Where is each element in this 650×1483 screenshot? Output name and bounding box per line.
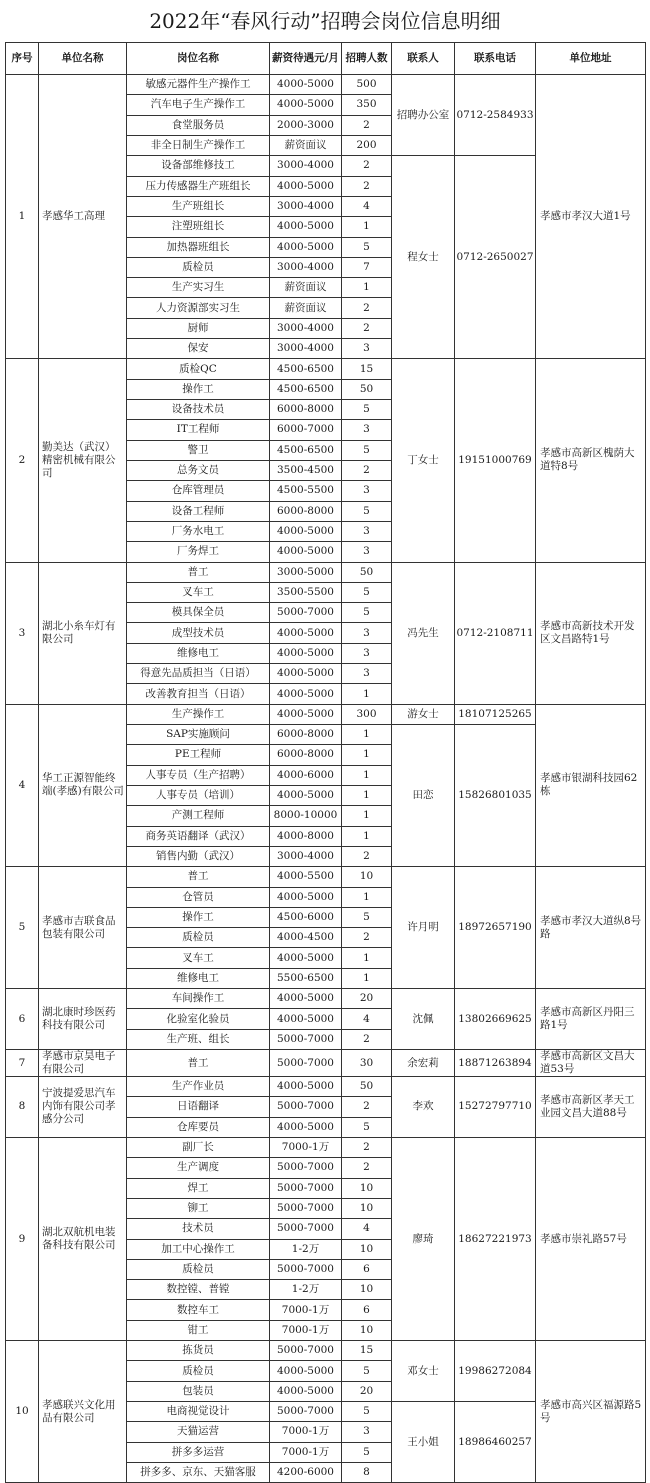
- contact-name: 余宏莉: [392, 1050, 455, 1077]
- job-count: 3: [342, 420, 392, 440]
- job-salary: 8000-10000: [270, 806, 342, 826]
- job-count: 1: [342, 948, 392, 968]
- table-row: [6, 867, 646, 887]
- contact-name: 李欢: [392, 1077, 455, 1138]
- company-name: 孝感联兴文化用品有限公司: [39, 1341, 127, 1483]
- contact-phone: 0712-2584933: [455, 75, 536, 156]
- company-name: 孝感市京昊电子有限公司: [39, 1050, 127, 1077]
- job-salary: 薪资面议: [270, 135, 342, 155]
- contact-phone: 13802669625: [455, 989, 536, 1050]
- job-title: SAP实施顾问: [127, 725, 270, 745]
- job-count: 3: [342, 664, 392, 684]
- contact-name: 王小姐: [392, 1402, 455, 1483]
- contact-name: 田恋: [392, 725, 455, 867]
- job-title: 包装员: [127, 1381, 270, 1401]
- table-row: [6, 75, 646, 95]
- job-salary: 4000-5000: [270, 704, 342, 724]
- job-count: 5: [342, 440, 392, 460]
- header-count: 招聘人数: [342, 43, 392, 75]
- job-salary: 7000-1万: [270, 1422, 342, 1442]
- job-salary: 4000-5000: [270, 643, 342, 663]
- company-address: 孝感市高新区孝天工业园文昌大道88号: [536, 1077, 646, 1138]
- company-address: 孝感市高新区丹阳三路1号: [536, 989, 646, 1050]
- job-title: 厂务焊工: [127, 542, 270, 562]
- job-salary: 薪资面议: [270, 278, 342, 298]
- contact-name: 程女士: [392, 156, 455, 359]
- page-title: 2022年“春风行动”招聘会岗位信息明细: [149, 9, 501, 33]
- header-company: 单位名称: [39, 43, 127, 75]
- contact-name: 游女士: [392, 704, 455, 724]
- job-title: 仓库管理员: [127, 481, 270, 501]
- job-count: 5: [342, 1117, 392, 1137]
- job-title: 质检员: [127, 257, 270, 277]
- job-title: 生产班组长: [127, 196, 270, 216]
- job-count: 15: [342, 359, 392, 379]
- job-title: 仓管员: [127, 887, 270, 907]
- job-title: 铆工: [127, 1198, 270, 1218]
- job-count: 2: [342, 1137, 392, 1157]
- job-count: 1: [342, 826, 392, 846]
- job-count: 20: [342, 1381, 392, 1401]
- contact-phone: 18986460257: [455, 1402, 536, 1483]
- job-salary: 4000-5000: [270, 948, 342, 968]
- header-phone: 联系电话: [455, 43, 536, 75]
- job-salary: 5000-7000: [270, 1402, 342, 1422]
- job-count: 1: [342, 217, 392, 237]
- header-row: [6, 43, 646, 75]
- job-count: 5: [342, 501, 392, 521]
- job-salary: 4000-5000: [270, 1117, 342, 1137]
- company-name: 湖北小糸车灯有限公司: [39, 562, 127, 704]
- job-salary: 6000-8000: [270, 501, 342, 521]
- job-salary: 7000-1万: [270, 1442, 342, 1462]
- job-count: 500: [342, 75, 392, 95]
- job-salary: 4000-8000: [270, 826, 342, 846]
- company-number: 5: [6, 867, 39, 989]
- job-count: 6: [342, 1259, 392, 1279]
- job-count: 50: [342, 1077, 392, 1097]
- job-title: 得意先品质担当（日语）: [127, 664, 270, 684]
- company-number: 3: [6, 562, 39, 704]
- job-salary: 4000-5000: [270, 217, 342, 237]
- job-count: 30: [342, 1050, 392, 1077]
- job-title: 化验室化验员: [127, 1009, 270, 1029]
- contact-phone: 0712-2108711: [455, 562, 536, 704]
- contact-name: 丁女士: [392, 359, 455, 562]
- company-address: 孝感市高新区文昌大道53号: [536, 1050, 646, 1077]
- job-count: 1: [342, 887, 392, 907]
- job-title: 仓库要员: [127, 1117, 270, 1137]
- job-count: 8: [342, 1462, 392, 1482]
- job-salary: 4000-5000: [270, 989, 342, 1009]
- job-salary: 1-2万: [270, 1280, 342, 1300]
- job-count: 10: [342, 1178, 392, 1198]
- job-title: 食堂服务员: [127, 115, 270, 135]
- company-address: 孝感市孝汉大道纵8号路: [536, 867, 646, 989]
- job-title: 质检员: [127, 928, 270, 948]
- job-title: 设备部维修技工: [127, 156, 270, 176]
- job-count: 2: [342, 115, 392, 135]
- job-title: 厨师: [127, 318, 270, 338]
- company-name: 孝感市吉联食品包装有限公司: [39, 867, 127, 989]
- job-salary: 4000-5000: [270, 623, 342, 643]
- job-salary: 4000-5000: [270, 887, 342, 907]
- job-salary: 3000-4000: [270, 257, 342, 277]
- job-count: 5: [342, 237, 392, 257]
- job-title: 厂务水电工: [127, 521, 270, 541]
- job-count: 7: [342, 257, 392, 277]
- job-title: 钳工: [127, 1320, 270, 1340]
- job-salary: 6000-8000: [270, 745, 342, 765]
- job-count: 1: [342, 684, 392, 704]
- company-address: 孝感市崇礼路57号: [536, 1137, 646, 1340]
- job-title: 非全日制生产操作工: [127, 135, 270, 155]
- job-title: 拼多多运营: [127, 1442, 270, 1462]
- job-title: 设备工程师: [127, 501, 270, 521]
- job-count: 6: [342, 1300, 392, 1320]
- job-title: PE工程师: [127, 745, 270, 765]
- job-salary: 3000-4000: [270, 318, 342, 338]
- job-title: 车间操作工: [127, 989, 270, 1009]
- job-title: 操作工: [127, 379, 270, 399]
- job-title: 汽车电子生产操作工: [127, 95, 270, 115]
- company-number: 1: [6, 75, 39, 359]
- job-title: 警卫: [127, 440, 270, 460]
- job-salary: 5000-7000: [270, 1050, 342, 1077]
- job-title: 生产调度: [127, 1158, 270, 1178]
- job-count: 2: [342, 298, 392, 318]
- job-count: 1: [342, 785, 392, 805]
- job-count: 4: [342, 1009, 392, 1029]
- job-salary: 4000-5000: [270, 1009, 342, 1029]
- contact-name: 许月明: [392, 867, 455, 989]
- job-count: 2: [342, 156, 392, 176]
- contact-phone: 18972657190: [455, 867, 536, 989]
- job-title: 拣货员: [127, 1341, 270, 1361]
- job-title: 设备技术员: [127, 400, 270, 420]
- job-title: 电商视觉设计: [127, 1402, 270, 1422]
- company-number: 2: [6, 359, 39, 562]
- job-salary: 4500-6500: [270, 379, 342, 399]
- job-count: 50: [342, 562, 392, 582]
- job-title: 注塑班组长: [127, 217, 270, 237]
- job-title: 成型技术员: [127, 623, 270, 643]
- job-title: 加工中心操作工: [127, 1239, 270, 1259]
- job-count: 300: [342, 704, 392, 724]
- job-salary: 5000-7000: [270, 1178, 342, 1198]
- job-title: IT工程师: [127, 420, 270, 440]
- job-count: 2: [342, 928, 392, 948]
- job-title: 人事专员（生产招聘）: [127, 765, 270, 785]
- job-count: 1: [342, 968, 392, 988]
- company-address: 孝感市孝汉大道1号: [536, 75, 646, 359]
- job-count: 4: [342, 196, 392, 216]
- job-title: 叉车工: [127, 948, 270, 968]
- job-salary: 4000-5500: [270, 867, 342, 887]
- job-count: 2: [342, 318, 392, 338]
- job-count: 10: [342, 1239, 392, 1259]
- job-title: 人事专员（培训）: [127, 785, 270, 805]
- job-title: 日语翻译: [127, 1097, 270, 1117]
- job-table: [5, 42, 646, 1483]
- job-count: 200: [342, 135, 392, 155]
- contact-name: 廖琦: [392, 1137, 455, 1340]
- job-title: 数控车工: [127, 1300, 270, 1320]
- contact-name: 冯先生: [392, 562, 455, 704]
- job-count: 1: [342, 806, 392, 826]
- job-count: 3: [342, 481, 392, 501]
- job-count: 3: [342, 623, 392, 643]
- job-count: 10: [342, 1198, 392, 1218]
- job-title: 操作工: [127, 907, 270, 927]
- job-salary: 4000-5000: [270, 542, 342, 562]
- company-name: 湖北双航机电装备科技有限公司: [39, 1137, 127, 1340]
- table-row: [6, 704, 646, 724]
- job-count: 1: [342, 765, 392, 785]
- job-count: 2: [342, 176, 392, 196]
- company-number: 7: [6, 1050, 39, 1077]
- table-row: [6, 359, 646, 379]
- job-salary: 7000-1万: [270, 1320, 342, 1340]
- job-count: 5: [342, 1361, 392, 1381]
- job-title: 生产作业员: [127, 1077, 270, 1097]
- company-number: 4: [6, 704, 39, 867]
- job-title: 普工: [127, 867, 270, 887]
- company-name: 华工正源智能终端(孝感)有限公司: [39, 704, 127, 867]
- job-salary: 4000-5000: [270, 1381, 342, 1401]
- job-title: 加热器班组长: [127, 237, 270, 257]
- job-salary: 7000-1万: [270, 1300, 342, 1320]
- contact-name: 邓女士: [392, 1341, 455, 1402]
- contact-phone: 19986272084: [455, 1341, 536, 1402]
- job-salary: 5000-7000: [270, 1158, 342, 1178]
- contact-phone: 18871263894: [455, 1050, 536, 1077]
- job-salary: 3000-4000: [270, 339, 342, 359]
- header-address: 单位地址: [536, 43, 646, 75]
- job-count: 3: [342, 521, 392, 541]
- job-count: 1: [342, 725, 392, 745]
- job-count: 2: [342, 1158, 392, 1178]
- company-name: 孝感华工高理: [39, 75, 127, 359]
- job-salary: 4000-5000: [270, 684, 342, 704]
- job-count: 20: [342, 989, 392, 1009]
- job-count: 1: [342, 278, 392, 298]
- job-title: 维修电工: [127, 643, 270, 663]
- job-title: 产测工程师: [127, 806, 270, 826]
- job-salary: 6000-8000: [270, 725, 342, 745]
- table-row: [6, 1050, 646, 1077]
- table-row: [6, 1077, 646, 1097]
- table-body: [6, 75, 646, 1483]
- header-salary: 薪资待遇元/月: [270, 43, 342, 75]
- job-title: 保安: [127, 339, 270, 359]
- job-count: 5: [342, 582, 392, 602]
- job-title: 人力资源部实习生: [127, 298, 270, 318]
- job-salary: 4000-6000: [270, 765, 342, 785]
- job-salary: 4000-5000: [270, 664, 342, 684]
- job-title: 销售内勤（武汉）: [127, 846, 270, 866]
- job-salary: 5500-6500: [270, 968, 342, 988]
- job-title: 普工: [127, 562, 270, 582]
- job-count: 15: [342, 1341, 392, 1361]
- job-count: 2: [342, 1097, 392, 1117]
- job-title: 维修电工: [127, 968, 270, 988]
- job-salary: 3000-4000: [270, 156, 342, 176]
- job-count: 5: [342, 1442, 392, 1462]
- job-count: 3: [342, 643, 392, 663]
- job-title: 生产班、组长: [127, 1029, 270, 1049]
- job-title: 副厂长: [127, 1137, 270, 1157]
- header-contact: 联系人: [392, 43, 455, 75]
- job-count: 2: [342, 1029, 392, 1049]
- job-title: 普工: [127, 1050, 270, 1077]
- job-salary: 薪资面议: [270, 298, 342, 318]
- job-count: 3: [342, 339, 392, 359]
- contact-phone: 19151000769: [455, 359, 536, 562]
- company-number: 8: [6, 1077, 39, 1138]
- contact-name: 沈佩: [392, 989, 455, 1050]
- job-salary: 3000-4000: [270, 196, 342, 216]
- contact-phone: 15272797710: [455, 1077, 536, 1138]
- job-salary: 5000-7000: [270, 1198, 342, 1218]
- job-count: 2: [342, 846, 392, 866]
- contact-name: 招聘办公室: [392, 75, 455, 156]
- job-salary: 4500-6500: [270, 359, 342, 379]
- job-title: 敏感元器件生产操作工: [127, 75, 270, 95]
- job-salary: 4500-6500: [270, 440, 342, 460]
- job-title: 拼多多、京东、天猫客服: [127, 1462, 270, 1482]
- job-title: 生产操作工: [127, 704, 270, 724]
- company-address: 孝感市高兴区福源路5号: [536, 1341, 646, 1483]
- company-name: 勤美达（武汉）精密机械有限公司: [39, 359, 127, 562]
- table-row: [6, 1137, 646, 1157]
- job-salary: 4200-6000: [270, 1462, 342, 1482]
- job-title: 质检员: [127, 1259, 270, 1279]
- table-row: [6, 989, 646, 1009]
- job-salary: 5000-7000: [270, 1029, 342, 1049]
- job-salary: 4000-5000: [270, 176, 342, 196]
- job-salary: 4000-5000: [270, 75, 342, 95]
- job-salary: 4000-5000: [270, 521, 342, 541]
- job-salary: 6000-7000: [270, 420, 342, 440]
- job-count: 5: [342, 603, 392, 623]
- job-title: 改善教育担当（日语）: [127, 684, 270, 704]
- job-count: 4: [342, 1219, 392, 1239]
- company-number: 6: [6, 989, 39, 1050]
- job-title: 质检QC: [127, 359, 270, 379]
- company-name: 湖北康时珍医药科技有限公司: [39, 989, 127, 1050]
- contact-phone: 0712-2650027: [455, 156, 536, 359]
- job-salary: 4000-5000: [270, 1361, 342, 1381]
- contact-phone: 15826801035: [455, 725, 536, 867]
- job-salary: 2000-3000: [270, 115, 342, 135]
- table-row: [6, 562, 646, 582]
- job-salary: 4500-5500: [270, 481, 342, 501]
- job-salary: 3000-5000: [270, 562, 342, 582]
- job-title: 技术员: [127, 1219, 270, 1239]
- contact-phone: 18107125265: [455, 704, 536, 724]
- job-count: 10: [342, 1320, 392, 1340]
- company-name: 宁波提爱思汽车内饰有限公司孝感分公司: [39, 1077, 127, 1138]
- job-count: 10: [342, 867, 392, 887]
- job-salary: 3500-5500: [270, 582, 342, 602]
- job-title: 总务文员: [127, 460, 270, 480]
- job-title: 焊工: [127, 1178, 270, 1198]
- job-count: 3: [342, 542, 392, 562]
- job-salary: 5000-7000: [270, 1097, 342, 1117]
- job-salary: 4000-5000: [270, 1077, 342, 1097]
- job-salary: 1-2万: [270, 1239, 342, 1259]
- job-salary: 5000-7000: [270, 603, 342, 623]
- job-count: 1: [342, 745, 392, 765]
- contact-phone: 18627221973: [455, 1137, 536, 1340]
- job-count: 350: [342, 95, 392, 115]
- job-salary: 4000-5000: [270, 95, 342, 115]
- header-position: 岗位名称: [127, 43, 270, 75]
- job-title: 质检员: [127, 1361, 270, 1381]
- job-salary: 4500-6000: [270, 907, 342, 927]
- job-salary: 4000-5000: [270, 785, 342, 805]
- company-address: 孝感市高新技术开发区文昌路特1号: [536, 562, 646, 704]
- job-count: 10: [342, 1280, 392, 1300]
- job-count: 5: [342, 400, 392, 420]
- job-count: 50: [342, 379, 392, 399]
- job-salary: 5000-7000: [270, 1341, 342, 1361]
- job-salary: 4000-4500: [270, 928, 342, 948]
- job-title: 生产实习生: [127, 278, 270, 298]
- job-count: 5: [342, 1402, 392, 1422]
- table-row: [6, 1341, 646, 1361]
- company-number: 10: [6, 1341, 39, 1483]
- job-title: 天猫运营: [127, 1422, 270, 1442]
- job-count: 3: [342, 1422, 392, 1442]
- job-salary: 3500-4500: [270, 460, 342, 480]
- job-title: 数控镗、普镗: [127, 1280, 270, 1300]
- job-count: 2: [342, 460, 392, 480]
- job-title: 叉车工: [127, 582, 270, 602]
- job-salary: 4000-5000: [270, 237, 342, 257]
- job-title: 商务英语翻译（武汉）: [127, 826, 270, 846]
- company-address: 孝感市银湖科技园62栋: [536, 704, 646, 867]
- job-count: 5: [342, 907, 392, 927]
- job-salary: 3000-4000: [270, 846, 342, 866]
- job-salary: 7000-1万: [270, 1137, 342, 1157]
- job-salary: 6000-8000: [270, 400, 342, 420]
- job-title: 压力传感器生产班组长: [127, 176, 270, 196]
- company-number: 9: [6, 1137, 39, 1340]
- job-title: 模具保全员: [127, 603, 270, 623]
- header-no: 序号: [6, 43, 39, 75]
- job-salary: 5000-7000: [270, 1219, 342, 1239]
- company-address: 孝感市高新区槐荫大道特8号: [536, 359, 646, 562]
- job-salary: 5000-7000: [270, 1259, 342, 1279]
